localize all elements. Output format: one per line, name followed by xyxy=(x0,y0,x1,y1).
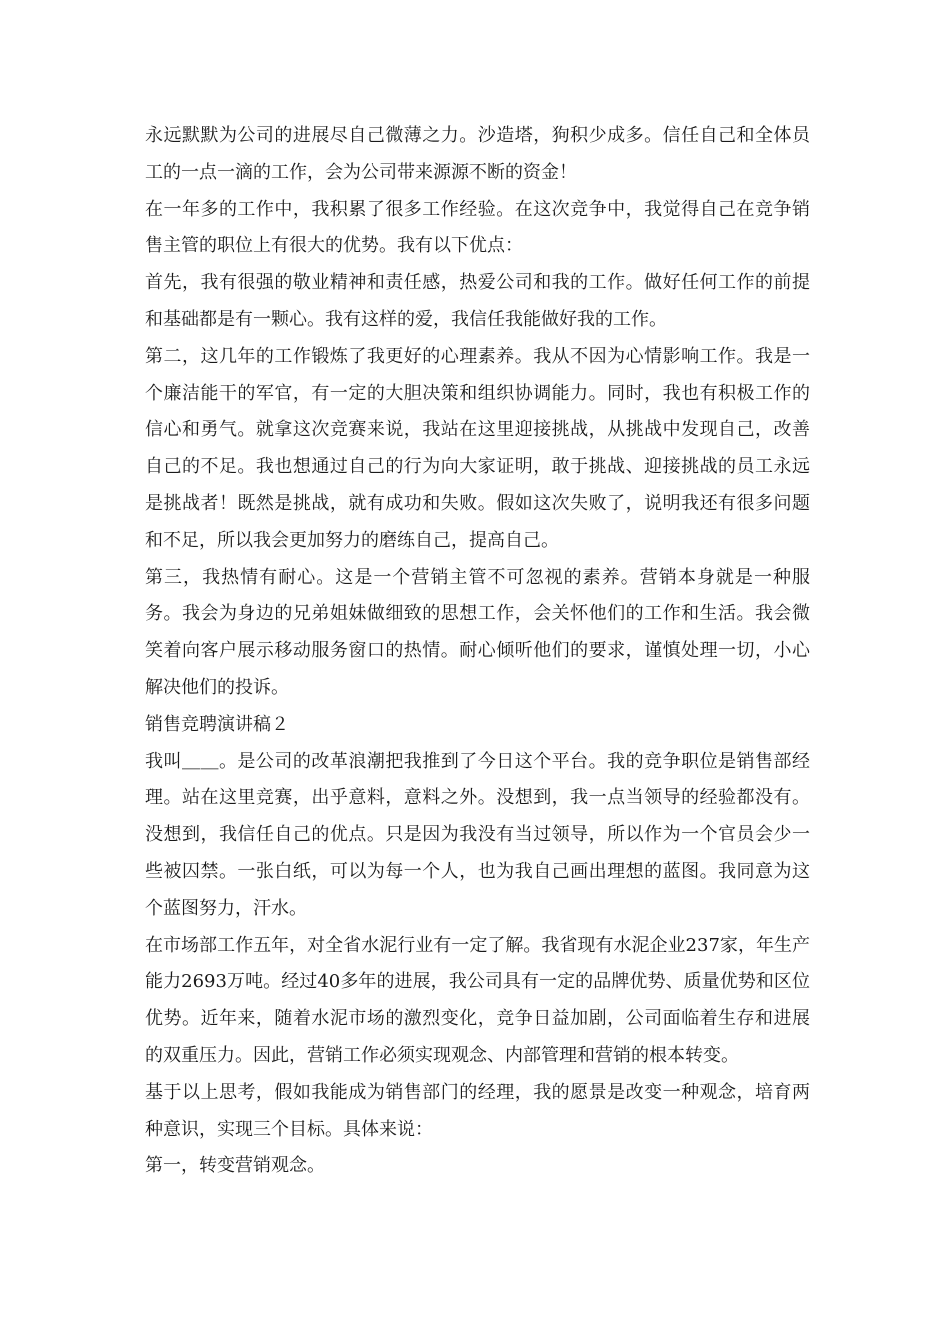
paragraph-7: 在市场部工作五年，对全省水泥行业有一定了解。我省现有水泥企业237家，年生产能力2693万吨。经过40多年的进展，我公司具有一定的品牌优势、质量优势和区位优势。近年来，随着水泥市场的激烈变化，竞争日益加剧，公司面临着生存和进展的双重压力。因此，营销工作必须实现观念、内部管理和营销的根本转变。 xyxy=(145,934,810,1066)
paragraph-1: 永远默默为公司的进展尽自己微薄之力。沙造塔，狗积少成多。信任自己和全体员工的一点一滴的工作，会为公司带来源源不断的资金！ xyxy=(145,125,810,183)
paragraph-6: 我叫＿＿。是公司的改革浪潮把我推到了今日这个平台。我的竞争职位是销售部经理。站在这里竞赛，出乎意料，意料之外。没想到，我一点当领导的经验都没有。没想到，我信任自己的优点。只是因为我没有当过领导，所以作为一个官员会少一些被囚禁。一张白纸，可以为每一个人，也为我自己画出理想的蓝图。我同意为这个蓝图努力，汗水。 xyxy=(145,750,810,919)
paragraph-2: 在一年多的工作中，我积累了很多工作经验。在这次竞争中，我觉得自己在竞争销售主管的职位上有很大的优势。我有以下优点： xyxy=(145,198,810,257)
paragraph-5: 第三，我热情有耐心。这是一个营销主管不可忽视的素养。营销本身就是一种服务。我会为身边的兄弟姐妹做细致的思想工作，会关怀他们的工作和生活。我会微笑着向客户展示移动服务窗口的热情。耐心倾听他们的要求，谨慎处理一切，小心解决他们的投诉。 xyxy=(145,566,810,698)
paragraph-8: 基于以上思考，假如我能成为销售部门的经理，我的愿景是改变一种观念，培育两种意识，实现三个目标。具体来说： xyxy=(145,1081,810,1140)
document-body xyxy=(145,118,810,1185)
paragraph-3: 首先，我有很强的敬业精神和责任感，热爱公司和我的工作。做好任何工作的前提和基础都是有一颗心。我有这样的爱，我信任我能做好我的工作。 xyxy=(145,272,810,330)
paragraph-9: 第一，转变营销观念。 xyxy=(145,1155,325,1177)
section-heading: 销售竞聘演讲稿２ xyxy=(145,713,289,735)
paragraph-4: 第二，这几年的工作锻炼了我更好的心理素养。我从不因为心情影响工作。我是一个廉洁能干的军官，有一定的大胆决策和组织协调能力。同时，我也有积极工作的信心和勇气。就拿这次竞赛来说，我站在这里迎接挑战，从挑战中发现自己，改善自己的不足。我也想通过自己的行为向大家证明，敢于挑战、迎接挑战的员工永远是挑战者！既然是挑战，就有成功和失败。假如这次失败了，说明我还有很多问题和不足，所以我会更加努力的磨练自己，提高自己。 xyxy=(145,345,810,551)
